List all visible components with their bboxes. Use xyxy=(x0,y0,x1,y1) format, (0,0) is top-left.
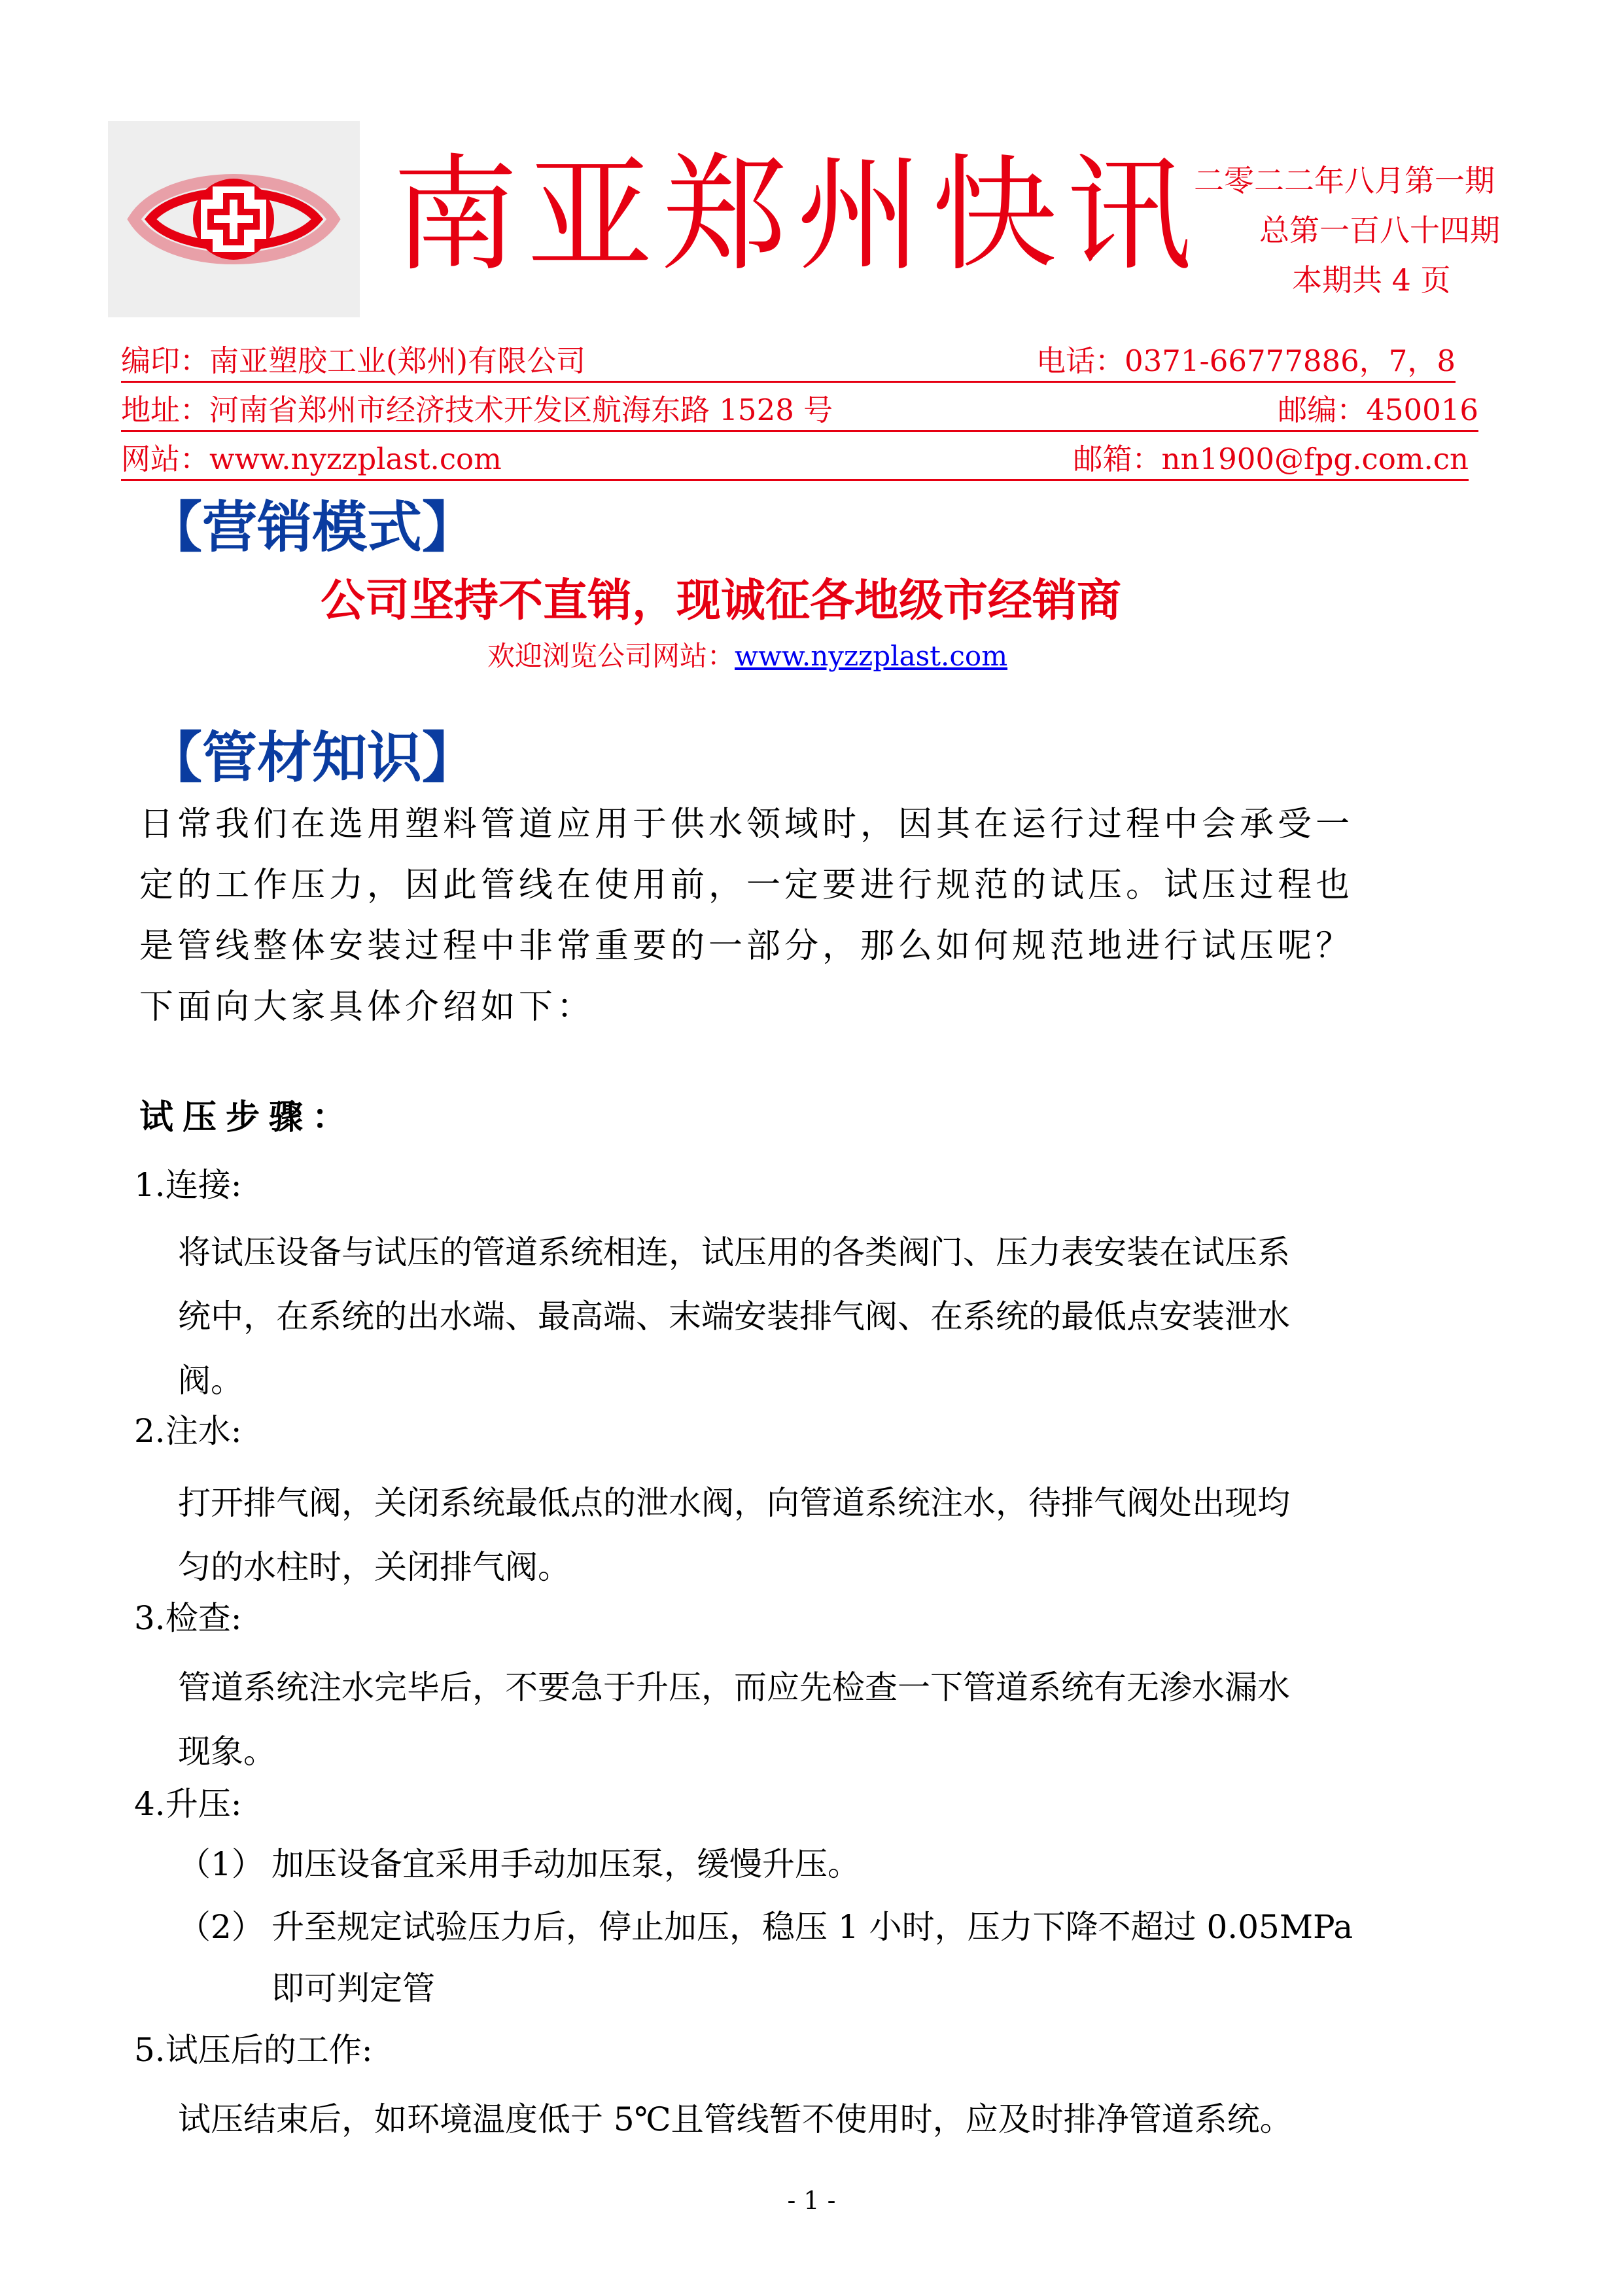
steps-title: 试压步骤： xyxy=(139,1097,356,1137)
issue-date: 二零二二年八月第一期 xyxy=(1194,163,1495,198)
publisher-text: 编印：南亚塑胶工业(郑州)有限公司 xyxy=(121,344,586,378)
sub-item-continuation: 即可判定管 xyxy=(271,1969,435,2007)
welcome-line xyxy=(487,638,1007,675)
intro-paragraph xyxy=(139,794,1480,1038)
sub-item-text: 升至规定试验压力后，停止加压，稳压 1 小时，压力下降不超过 0.05MPa xyxy=(271,1908,1353,1946)
sub-item-text: 加压设备宜采用手动加压泵，缓慢升压。 xyxy=(271,1845,860,1883)
intro-line: 下面向大家具体介绍如下： xyxy=(139,987,595,1027)
email-text[interactable]: 邮箱：nn1900@fpg.com.cn xyxy=(1073,442,1469,476)
phone-text: 电话：0371-66777886，7，8 xyxy=(1036,344,1456,378)
page-number: - 1 - xyxy=(787,2186,836,2215)
marketing-section-title: 【营销模式】 xyxy=(147,495,478,559)
address-text: 地址：河南省郑州市经济技术开发区航海东路 1528 号 xyxy=(121,393,833,427)
intro-line: 是管线整体安装过程中非常重要的一部分，那么如何规范地进行试压呢？ xyxy=(139,927,1354,966)
website-link[interactable]: www.nyzzplast.com xyxy=(735,640,1008,672)
info-row-publisher xyxy=(121,340,1456,383)
step-line: 打开排气阀，关闭系统最低点的泄水阀，向管道系统注水，待排气阀处出现均 xyxy=(178,1484,1290,1522)
sub-item-label: （1） xyxy=(178,1845,264,1883)
issue-total: 总第一百八十四期 xyxy=(1259,213,1500,248)
intro-line: 日常我们在选用塑料管道应用于供水领域时，因其在运行过程中会承受一 xyxy=(139,805,1354,844)
step-heading: 4.升压: xyxy=(134,1785,242,1823)
step-line: 现象。 xyxy=(178,1733,276,1771)
step-body xyxy=(178,1220,1480,1413)
issue-pages: 本期共 4 页 xyxy=(1292,262,1451,298)
step-body xyxy=(178,1655,1480,1784)
step-body xyxy=(178,2087,1480,2151)
marketing-headline: 公司坚持不直销，现诚征各地级市经销商 xyxy=(321,574,1122,627)
intro-line: 定的工作压力，因此管线在使用前，一定要进行规范的试压。试压过程也 xyxy=(139,866,1354,905)
info-row-website xyxy=(121,438,1469,481)
step-line: 管道系统注水完毕后，不要急于升压，而应先检查一下管道系统有无渗水漏水 xyxy=(178,1669,1290,1706)
step-line: 统中，在系统的出水端、最高端、末端安装排气阀、在系统的最低点安装泄水 xyxy=(178,1298,1290,1335)
step-heading: 1.连接: xyxy=(134,1166,242,1204)
welcome-prefix: 欢迎浏览公司网站： xyxy=(487,640,735,672)
company-logo xyxy=(108,121,360,317)
website-text[interactable]: 网站：www.nyzzplast.com xyxy=(121,442,502,476)
step-heading: 3.检查: xyxy=(134,1599,242,1637)
step-heading: 5.试压后的工作: xyxy=(134,2031,373,2069)
step-line: 将试压设备与试压的管道系统相连，试压用的各类阀门、压力表安装在试压系 xyxy=(178,1233,1290,1271)
step-line: 阀。 xyxy=(178,1362,243,1400)
step-line: 试压结束后，如环境温度低于 5℃且管线暂不使用时，应及时排净管道系统。 xyxy=(178,2100,1293,2138)
knowledge-section-title: 【管材知识】 xyxy=(147,725,478,790)
step-line: 匀的水柱时，关闭排气阀。 xyxy=(178,1548,570,1586)
postcode-text: 邮编：450016 xyxy=(1278,393,1478,427)
nanya-logo-icon xyxy=(108,121,360,317)
step-body xyxy=(178,1471,1480,1599)
step-heading: 2.注水: xyxy=(134,1412,242,1450)
masthead-title: 南亚郑州快讯 xyxy=(393,143,1201,289)
info-row-address xyxy=(121,389,1478,432)
sub-item-label: （2） xyxy=(178,1908,264,1946)
